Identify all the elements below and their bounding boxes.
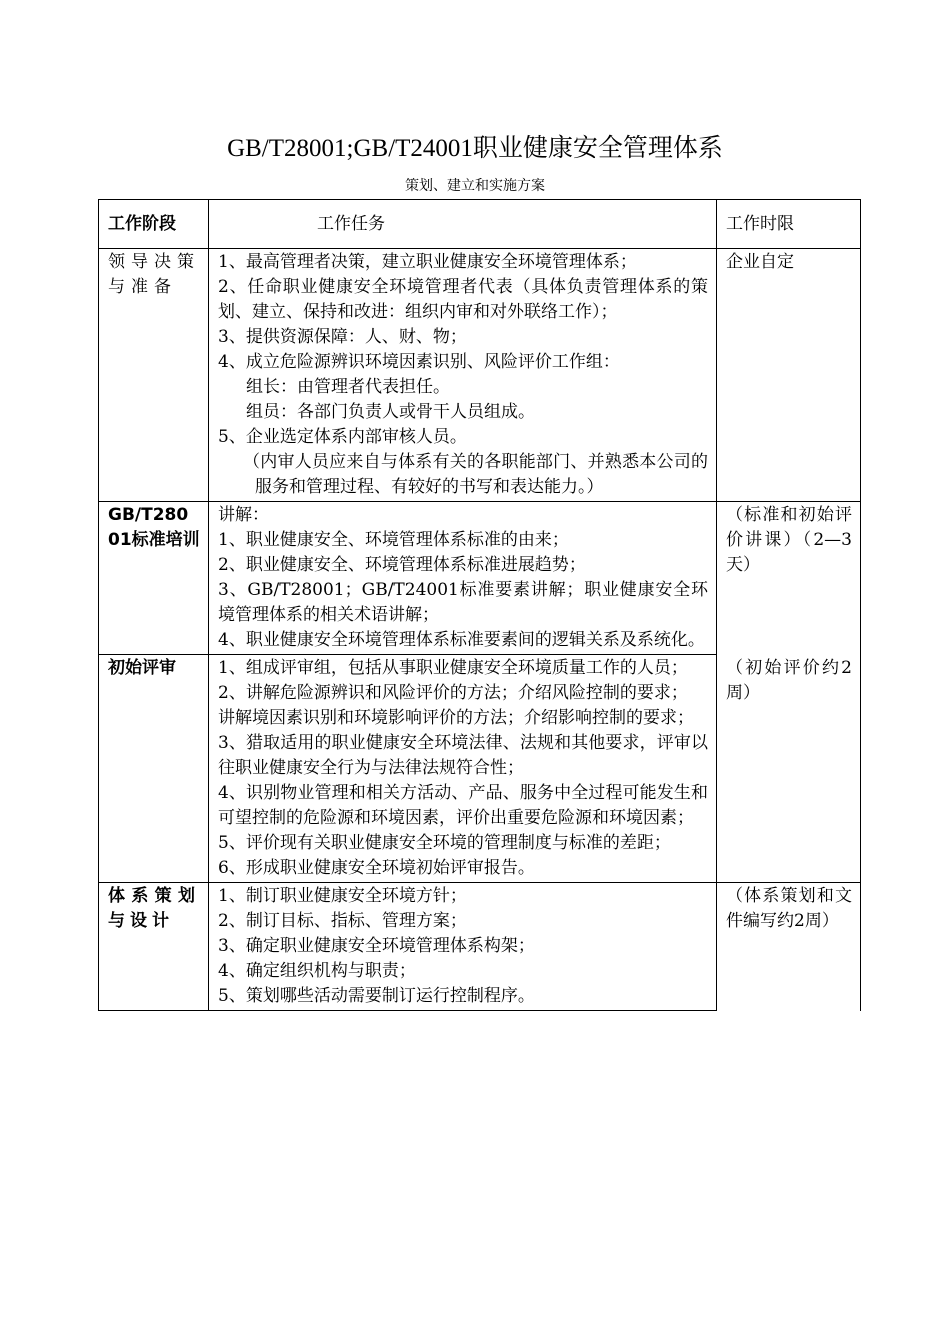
task-cell — [209, 502, 717, 655]
task-line: 1、最高管理者决策，建立职业健康安全环境管理体系； — [218, 252, 637, 272]
document-subtitle: 策划、建立和实施方案 — [405, 178, 545, 194]
task-line: 1、制订职业健康安全环境方针； — [218, 886, 467, 906]
task-line: 1、职业健康安全、环境管理体系标准的由来； — [218, 530, 569, 550]
stage-cell: 初始评审 — [99, 655, 209, 883]
task-line: 3、确定职业健康安全环境管理体系构架； — [218, 936, 535, 956]
task-line: 3、猎取适用的职业健康安全环境法律、法规和其他要求，评审以往职业健康安全行为与法律法规符合性； — [218, 733, 708, 778]
task-line: 组员：各部门负责人或骨干人员组成。 — [246, 402, 535, 422]
time-cell: （标准和初始评价讲课）（2—3天） — [717, 502, 861, 655]
task-line: 5、企业选定体系内部审核人员。 — [218, 427, 467, 447]
task-line: 4、职业健康安全环境管理体系标准要素间的逻辑关系及系统化。 — [218, 630, 705, 650]
task-line: 5、评价现有关职业健康安全环境的管理制度与标准的差距； — [218, 833, 671, 853]
header-stage: 工作阶段 — [99, 200, 209, 249]
task-line: 4、识别物业管理和相关方活动、产品、服务中全过程可能发生和可望控制的危险源和环境因素，评价出重要危险源和环境因素； — [218, 783, 708, 828]
time-cell: 企业自定 — [717, 249, 861, 502]
header-task: 工作任务 — [209, 200, 717, 249]
stage-cell: GB/T28001标准培训 — [99, 502, 209, 655]
table-row — [99, 655, 861, 883]
task-line: 讲解： — [218, 505, 269, 525]
task-line: 2、职业健康安全、环境管理体系标准进展趋势； — [218, 555, 586, 575]
task-line: 4、确定组织机构与职责； — [218, 961, 416, 981]
table-row — [99, 883, 861, 1011]
task-line: 4、成立危险源辨识环境因素识别、风险评价工作组： — [218, 352, 620, 372]
stage-cell: 领导决策与准备 — [99, 249, 209, 502]
task-line: 组长：由管理者代表担任。 — [246, 377, 450, 397]
document-title: GB/T28001;GB/T24001职业健康安全管理体系 — [227, 135, 723, 162]
time-cell: （体系策划和文件编写约2周） — [717, 883, 861, 1011]
task-line: 5、策划哪些活动需要制订运行控制程序。 — [218, 986, 535, 1006]
task-line: 讲解境因素识别和环境影响评价的方法；介绍影响控制的要求； — [218, 708, 694, 728]
plan-table — [98, 199, 861, 1011]
task-cell — [209, 655, 717, 883]
task-cell — [209, 883, 717, 1011]
header-time: 工作时限 — [717, 200, 861, 249]
stage-cell: 体系策划与设计 — [99, 883, 209, 1011]
task-line: 6、形成职业健康安全环境初始评审报告。 — [218, 858, 535, 878]
table-row — [99, 249, 861, 502]
task-line: 3、提供资源保障：人、财、物； — [218, 327, 467, 347]
time-cell: （初始评价约2周） — [717, 655, 861, 883]
task-cell — [209, 249, 717, 502]
task-line: 3、GB/T28001；GB/T24001标准要素讲解；职业健康安全环境管理体系的相关术语讲解； — [218, 580, 708, 625]
task-line: 2、讲解危险源辨识和风险评价的方法；介绍风险控制的要求； — [218, 683, 688, 703]
task-line: 2、任命职业健康安全环境管理者代表（具体负责管理体系的策划、建立、保持和改进：组织内审和对外联络工作）； — [218, 277, 708, 322]
table-row — [99, 502, 861, 655]
task-line: 2、制订目标、指标、管理方案； — [218, 911, 467, 931]
task-line: 1、组成评审组，包括从事职业健康安全环境质量工作的人员； — [218, 658, 688, 678]
task-line: （内审人员应来自与体系有关的各职能部门、并熟悉本公司的服务和管理过程、有较好的书写和表达能力。） — [243, 452, 708, 497]
table-header-row — [99, 200, 861, 249]
